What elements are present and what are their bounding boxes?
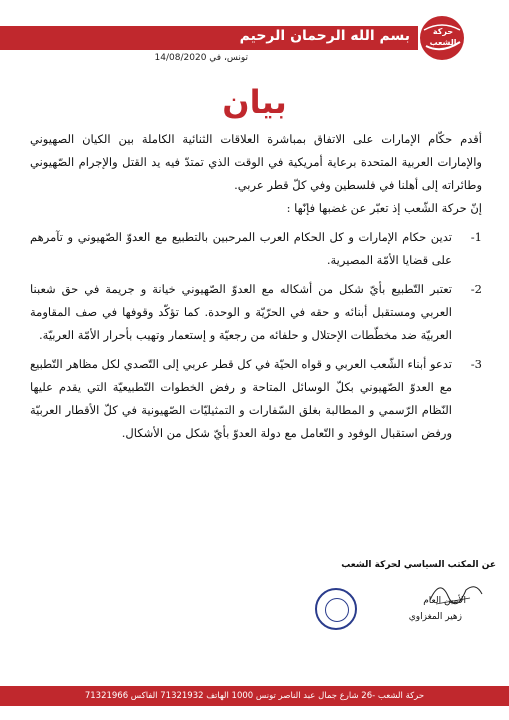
- intro-section: [30, 128, 482, 220]
- signature-block: [336, 560, 496, 622]
- point-number: -1: [470, 230, 482, 244]
- footer-contact: حركة الشعب -26 شارع جمال عبد الناصر تونس 1000 الهاتف 71321932 الفاكس 71321966: [0, 686, 509, 706]
- point-text: تدين حكام الإمارات و كل الحكام العرب المرحبين بالتطبيع مع العدوّ الصّهيوني و تآمرهم على قضايا الأمّة المصيرية.: [30, 230, 452, 267]
- point-text: تعتبر التّطبيع بأيّ شكل من أشكاله مع العدوّ الصّهيوني خيانة و جريمة في حق شعبنا العربي ومستقبل أبنائه و حقه في الحرّيّة و الوحدة. كما تؤكّد وقوفها في صف المقاومة العربيّة ضد مخطّطات الإحتلال و حلفائه من رجعيّة و إستعمار وتهيب بأحرار الأمّة العربيّة.: [30, 282, 452, 342]
- signature-role: الأمين العام: [423, 596, 466, 606]
- list-item: [30, 278, 482, 347]
- point-number: -3: [470, 357, 482, 371]
- point-text: تدعو أبناء الشّعب العربي و قواه الحيّة في كل قطر عربي إلى التّصدي لكل مظاهر التّطبيع مع العدوّ الصّهيوني بكلّ الوسائل المتاحة و رفض الخطوات التّطبيعيّة التي يقدم عليها النّظام الرّسمي و المطالبة بغلق السّفارات و التمثيليّات الصّهيونية في كلّ الأقطار العربيّة ورفض استقبال الوفود و التّعامل مع دولة العدوّ بأيّ شكل من الأشكال.: [30, 357, 452, 440]
- signature-name: زهير المغزاوي: [408, 612, 462, 622]
- basmala: بسم الله الرحمان الرحيم: [239, 28, 410, 44]
- list-item: [30, 353, 482, 445]
- document-title: بيان: [222, 83, 287, 121]
- handwritten-signature: [426, 574, 486, 608]
- intro-paragraph: أقدم حكّام الإمارات على الاتفاق بمباشرة العلاقات الثنائية الكاملة بين الكيان الصهيوني والإمارات العربية المتحدة برعاية أمريكية في الوقت الذي تمتدّ فيه يد القتل والإجرام الصّهيوني وطائراته إلى أهلنا في فلسطين وفي كلّ قطر عربي.: [30, 132, 482, 192]
- signature-office: عن المكتب السياسي لحركة الشعب: [341, 560, 496, 570]
- list-item: [30, 226, 482, 272]
- letterhead: [0, 16, 509, 54]
- party-logo: [420, 16, 464, 60]
- header-bar: [0, 26, 418, 50]
- statement-body: [30, 128, 482, 445]
- points-list: [30, 226, 482, 445]
- logo-text: حركة الشعب: [429, 27, 457, 47]
- document-date: تونس، في 14/08/2020: [154, 53, 248, 63]
- intro-lead: إنّ حركة الشّعب إذ تعبّر عن غضبها فإنّها :: [286, 201, 482, 215]
- point-number: -2: [470, 282, 482, 296]
